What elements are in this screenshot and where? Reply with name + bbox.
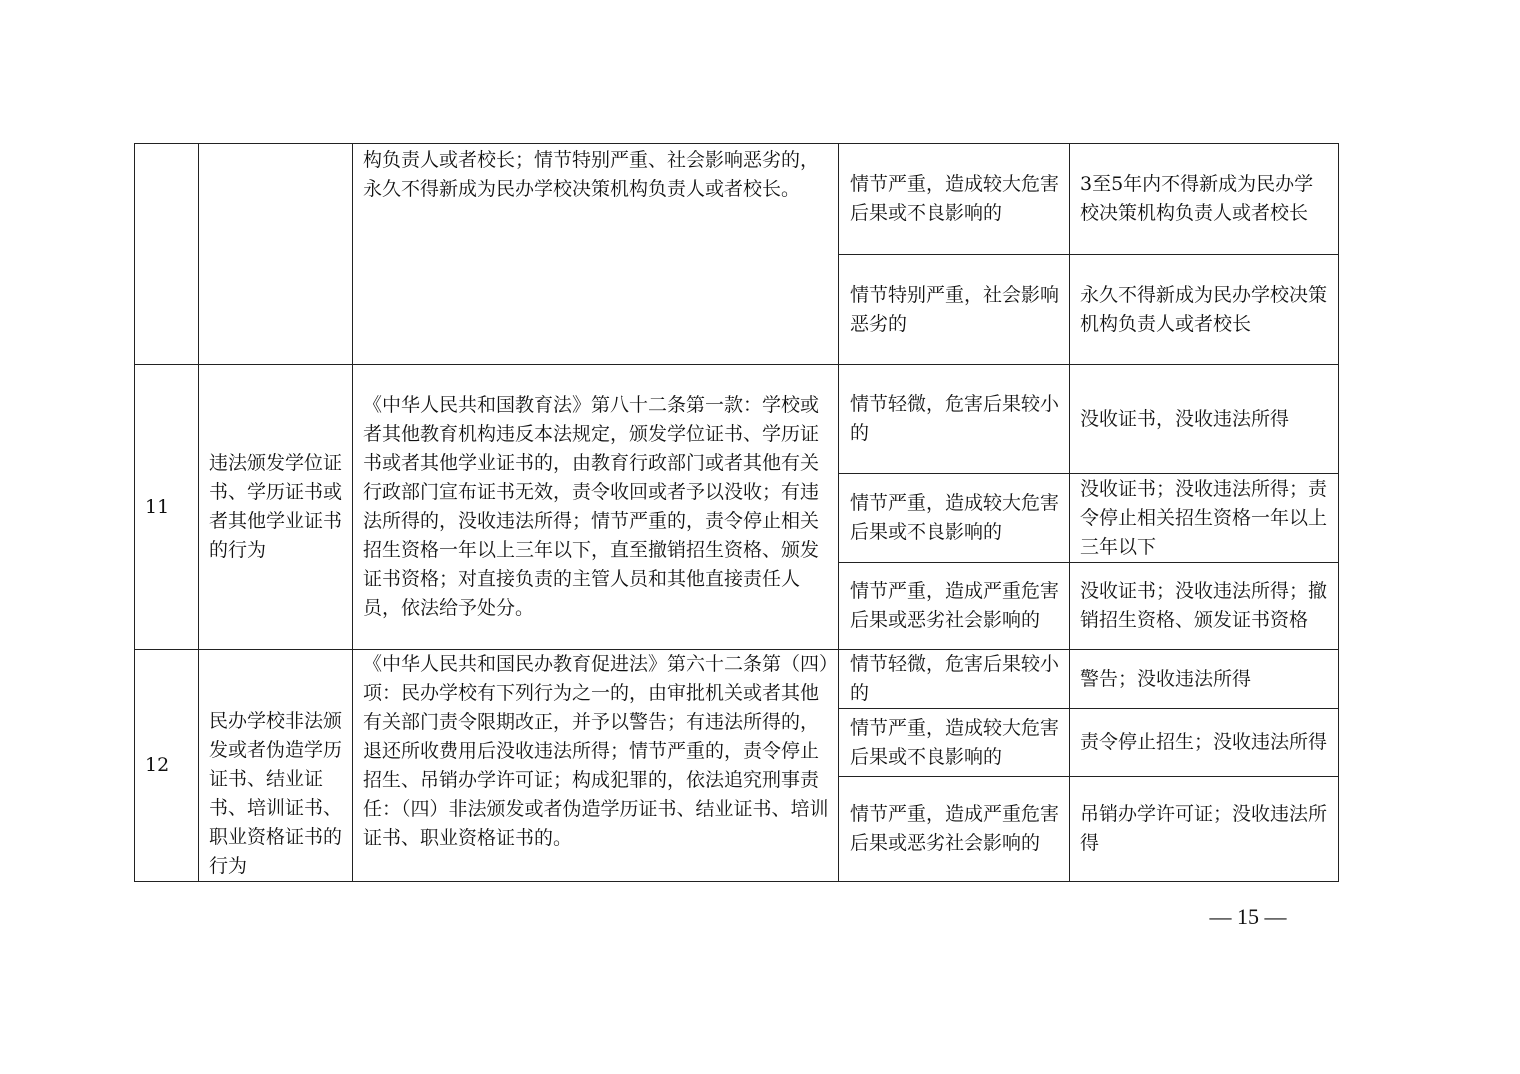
circumstance-text: 情节严重，造成较大危害后果或不良影响的	[850, 716, 1060, 768]
row-number: 12	[145, 754, 170, 776]
standard-cell	[1070, 365, 1339, 474]
standard-text: 警告；没收违法所得	[1080, 667, 1252, 690]
behavior-text: 民办学校非法颁发或者伪造学历证书、结业证书、培训证书、职业资格证书的行为	[209, 710, 343, 877]
standard-text: 责令停止招生；没收违法所得	[1080, 731, 1328, 753]
row-number-cell	[135, 365, 199, 650]
standard-text: 3至5年内不得新成为民办学校决策机构负责人或者校长	[1080, 173, 1314, 224]
circumstance-cell	[839, 650, 1070, 709]
legal-basis-text: 构负责人或者校长；情节特别严重、社会影响恶劣的，永久不得新成为民办学校决策机构负责人或者校长。	[363, 149, 820, 200]
standard-cell	[1070, 709, 1339, 777]
table-row	[135, 365, 1339, 474]
table-row	[135, 650, 1339, 709]
behavior-cell	[199, 365, 353, 650]
row-number-cell	[135, 650, 199, 882]
standard-cell	[1070, 255, 1339, 365]
standard-text: 吊销办学许可证；没收违法所得	[1080, 803, 1328, 854]
standard-text: 没收证书；没收违法所得；责令停止相关招生资格一年以上三年以下	[1080, 477, 1328, 558]
page-number: — 15 —	[1209, 904, 1287, 929]
circumstance-cell	[839, 777, 1070, 882]
legal-basis-text: 《中华人民共和国教育法》第八十二条第一款：学校或者其他教育机构违反本法规定，颁发学位证书、学历证书或者其他学业证书的，由教育行政部门或者其他有关行政部门宣布证书无效，责令收回或者予以没收；有违法所得的，没收违法所得；情节严重的，责令停止相关招生资格一年以上三年以下，直至撤销招生资格、颁发证书资格；对直接负责的主管人员和其他直接责任人员，依法给予处分。	[363, 394, 820, 619]
circumstance-text: 情节严重，造成严重危害后果或恶劣社会影响的	[850, 803, 1060, 854]
penalty-standard-table	[134, 143, 1339, 882]
standard-cell	[1070, 650, 1339, 709]
standard-text: 没收证书，没收违法所得	[1080, 407, 1290, 430]
standard-cell	[1070, 144, 1339, 255]
standard-cell	[1070, 474, 1339, 563]
behavior-text: 违法颁发学位证书、学历证书或者其他学业证书的行为	[209, 452, 343, 561]
row-number: 11	[145, 495, 170, 518]
circumstance-cell	[839, 365, 1070, 474]
standard-cell	[1070, 563, 1339, 650]
circumstance-text: 情节轻微，危害后果较小的	[850, 653, 1060, 704]
standard-cell	[1070, 777, 1339, 882]
circumstance-text: 情节轻微，危害后果较小的	[850, 393, 1060, 444]
circumstance-cell	[839, 144, 1070, 255]
circumstance-cell	[839, 255, 1070, 365]
circumstance-cell	[839, 563, 1070, 650]
circumstance-cell	[839, 474, 1070, 563]
circumstance-text: 情节严重，造成较大危害后果或不良影响的	[850, 492, 1060, 543]
circumstance-text: 情节严重，造成较大危害后果或不良影响的	[850, 173, 1060, 224]
table-row	[135, 144, 1339, 255]
row-number-cell	[135, 144, 199, 365]
legal-basis-cell	[353, 365, 839, 650]
behavior-cell	[199, 144, 353, 365]
standard-text: 永久不得新成为民办学校决策机构负责人或者校长	[1080, 283, 1328, 335]
circumstance-text: 情节严重，造成严重危害后果或恶劣社会影响的	[850, 580, 1060, 631]
circumstance-text: 情节特别严重，社会影响恶劣的	[850, 283, 1060, 335]
standard-text: 没收证书；没收违法所得；撤销招生资格、颁发证书资格	[1080, 580, 1328, 631]
legal-basis-cell	[353, 144, 839, 365]
behavior-cell	[199, 650, 353, 882]
circumstance-cell	[839, 709, 1070, 777]
legal-basis-cell	[353, 650, 839, 882]
legal-basis-text: 《中华人民共和国民办教育促进法》第六十二条第（四）项：民办学校有下列行为之一的，由审批机关或者其他有关部门责令限期改正，并予以警告；有违法所得的，退还所收费用后没收违法所得；情节严重的，责令停止招生、吊销办学许可证；构成犯罪的，依法追究刑事责任：（四）非法颁发或者伪造学历证书、结业证书、培训证书、职业资格证书的。	[363, 653, 829, 849]
